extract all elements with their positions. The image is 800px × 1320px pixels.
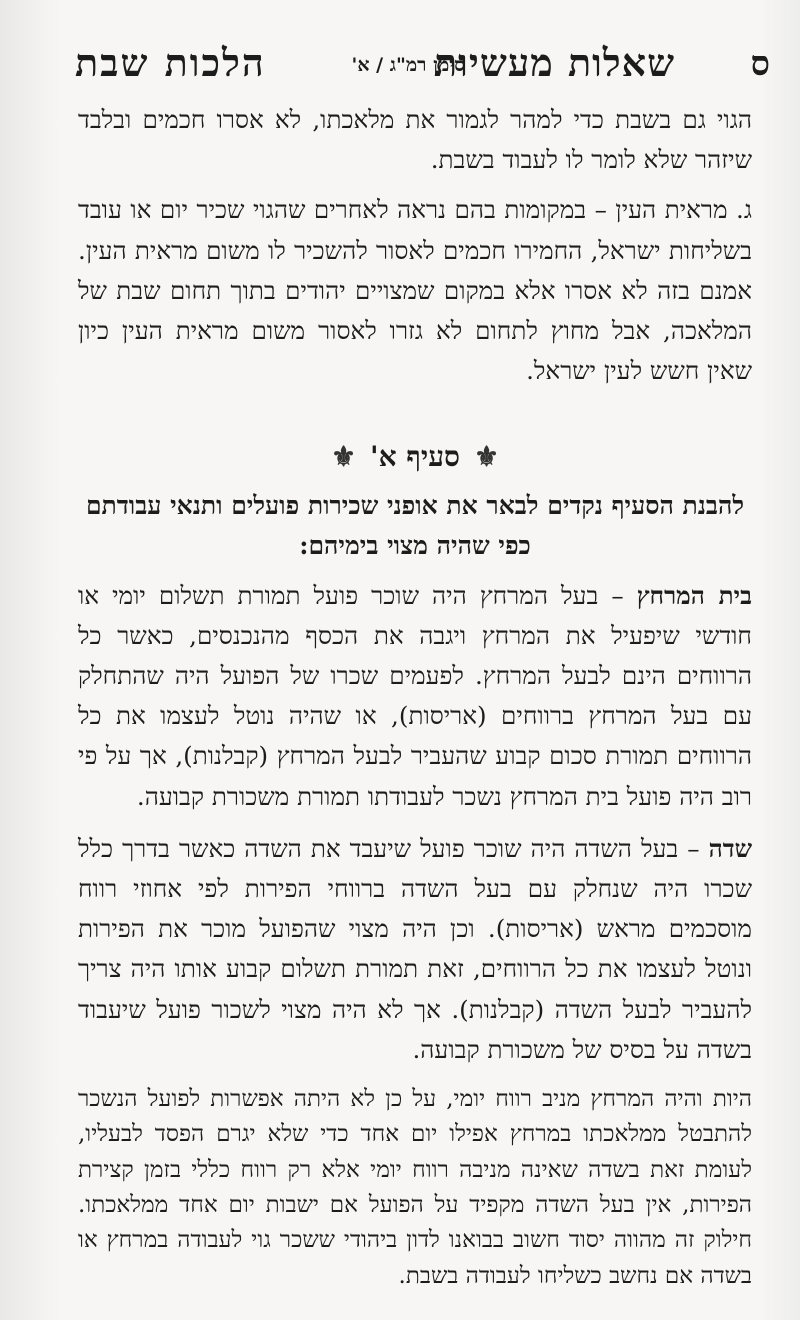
intro-paragraph: הגוי גם בשבת כדי למהר לגמור את מלאכתו, לא אסרו חכמים ובלבד שיזהר שלא לומר לו לעבוד בשבת. bbox=[78, 105, 752, 175]
field-term: שדה bbox=[708, 833, 752, 863]
section-title: הלכות שבת bbox=[75, 40, 266, 85]
gimel-text: – במקומות בהם נראה לאחרים שהגוי שכיר יום או עובד בשליחות ישראל, החמירו חכמים לאסור להשכיר לו משום מראית העין. אמנם בזה לא אסרו אלא במקום שמצויים יהודים בתוך תחום שבת של המלאכה, אבל מחוץ לתחום לא גזרו לאסור משום מראית העין כיון שאין חשש לעין ישראל. bbox=[78, 195, 752, 386]
paragraph-gimel bbox=[78, 190, 752, 391]
ornament-icon: ⚜ bbox=[330, 440, 357, 474]
seif-title: סעיף א' bbox=[370, 440, 460, 474]
paragraph-field bbox=[78, 829, 752, 1070]
seif-intro: להבנת הסעיף נקדים לבאר את אופני שכירות פועלים ותנאי עבודתם כפי שהיה מצוי בימיהם: bbox=[85, 490, 745, 560]
seif-heading bbox=[78, 437, 752, 477]
ornament-icon: ⚜ bbox=[473, 440, 500, 474]
page-number: ס bbox=[750, 44, 770, 84]
bathhouse-term: בית המרחץ bbox=[636, 580, 752, 610]
paragraph-bathhouse bbox=[78, 576, 752, 817]
gimel-term: ג. מראית העין bbox=[615, 195, 752, 225]
siman-reference: סימן רמ"ג / א' bbox=[351, 54, 465, 76]
bathhouse-text: – בעל המרחץ היה שוכר פועל תמורת תשלום יומי או חודשי שיפעיל את המרחץ ויגבה את הכסף מהנכנסים, כאשר כל הרווחים הינם לבעל המרחץ. לפעמים שכרו של הפועל היה שהתחלק עם בעל המרחץ ברווחים (אריסות), או שהיה נוטל לעצמו את כל הרווחים תמורת סכום קבוע שהעביר לבעל המרחץ (קבלנות), אך על פי רוב היה פועל בית המרחץ נשכר לעבודתו תמורת משכורת קבועה. bbox=[78, 580, 752, 811]
field-text: – בעל השדה היה שוכר פועל שיעבד את השדה כאשר בדרך כלל שכרו היה שנחלק עם בעל השדה ברווחי הפירות לפי אחוזי רווח מוסכמים מראש (אריסות). וכן היה מצוי שהפועל מוכר את הפירות ונוטל לעצמו את כל הרווחים, זאת תמורת תשלום קבוע אותו היה צריך להעביר לבעל השדה (קבלנות). אך לא היה מצוי לשכור פועל שיעבוד בשדה על בסיס של משכורת קבועה. bbox=[78, 833, 752, 1064]
closing-paragraph: היות והיה המרחץ מניב רווח יומי, על כן לא היתה אפשרות לפועל הנשכר להתבטל ממלאכתו במרחץ אפילו יום אחד כדי שלא יגרם הפסד לבעליו, לעומת זאת בשדה שאינה מניבה רווח יומי אלא רק רווח כללי בזמן קצירת הפירות, אין בעל השדה מקפיד על הפועל אם ישבות יום אחד ממלאכתו. חילוק זה מהווה יסוד חשוב בבואנו לדון ביהודי ששכר גוי לעבודה במרחץ או בשדה אם נחשב כשליחו לעבודה בשבת. bbox=[78, 1086, 752, 1289]
main-text bbox=[78, 100, 752, 1294]
page-header bbox=[70, 34, 780, 84]
book-title: שאלות מעשיות bbox=[433, 40, 675, 85]
